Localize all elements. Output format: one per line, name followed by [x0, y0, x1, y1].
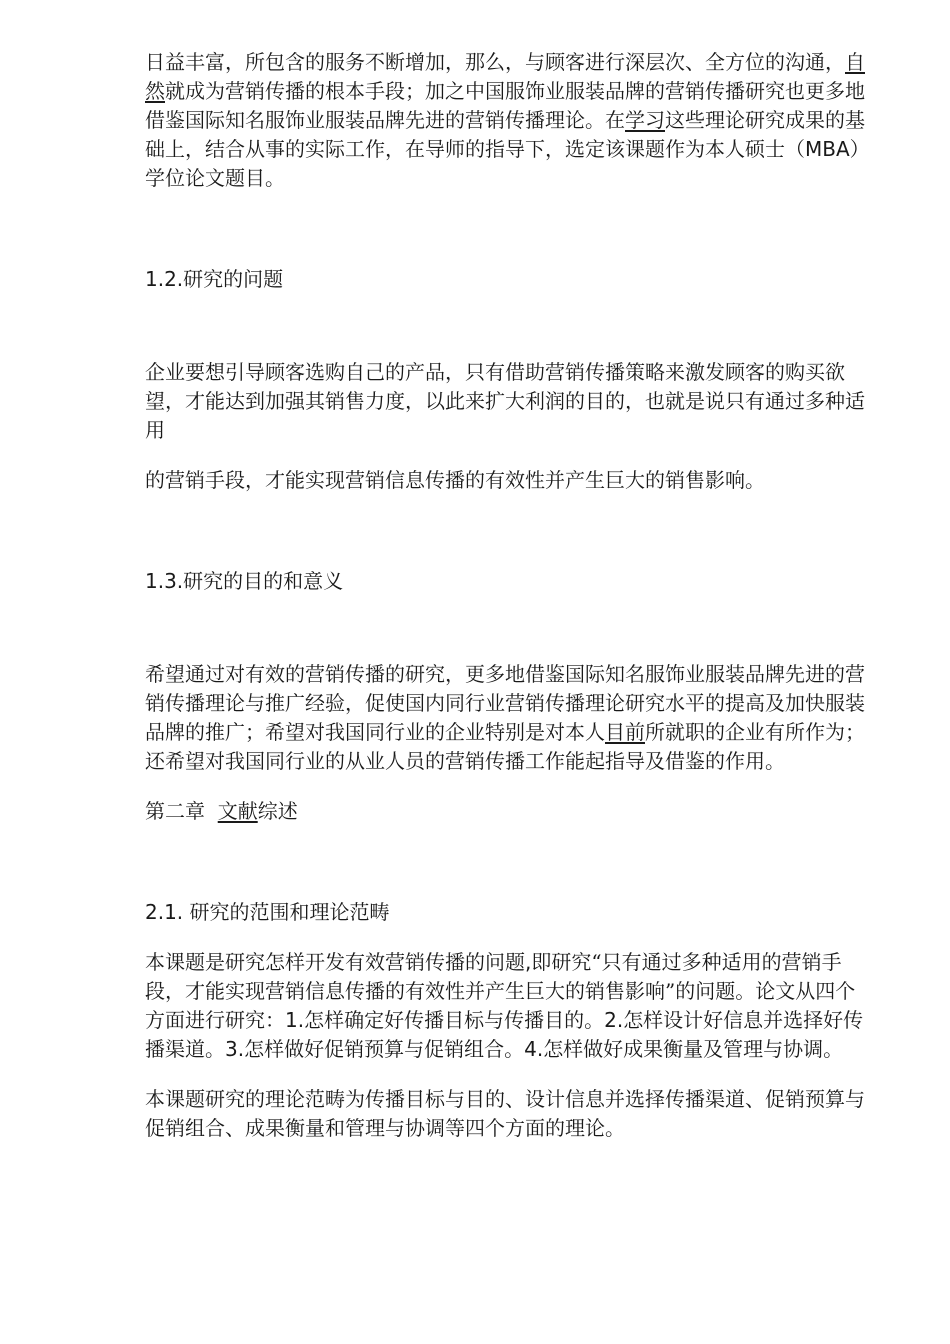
section-heading-1-2 [145, 265, 875, 294]
chapter-suffix: 综述 [257, 799, 298, 823]
item-number: 3. [225, 1037, 245, 1061]
item-text: 怎样做好成果衡量及管理与协调。 [543, 1037, 844, 1061]
item-text: 怎样设计好信息并选择好传播渠道。 [145, 1008, 864, 1061]
item-text: 怎样确定好传播目标与传播目的。 [304, 1008, 605, 1032]
section-2-1-paragraph-1 [145, 948, 875, 1064]
section-number: 1.2. [145, 267, 184, 291]
section-title: 研究的范围和理论范畴 [183, 900, 390, 924]
section-title: 研究的问题 [183, 267, 284, 291]
item-number: 4. [524, 1037, 544, 1061]
item-text: 怎样做好促销预算与促销组合。 [244, 1037, 525, 1061]
para-text: 即研究“只有通过多种适用的营销手段，才能实现营销信息传播的有效性并产生巨大的销售影响”的问题。论文从四个方面进行研究： [145, 950, 856, 1032]
section-heading-2-1 [145, 898, 875, 927]
intro-text-2: 就成为营销传播的根本手段；加之中国服饰业服装品牌的营销传播研究也更多地借鉴国际知名服饰业服装品牌先进的营销传播理论。在 [145, 79, 865, 132]
para-text: 本课题是研究怎样开发有效营销传播的问题 [145, 950, 525, 974]
chapter-2-heading [145, 797, 875, 826]
section-1-3-paragraph [145, 660, 875, 776]
section-1-3-text-2: 所就职的企业有所作为；还希望对我国同行业的从业人员的营销传播工作能起指导及借鉴的作用。 [145, 720, 865, 773]
item-number: 2. [604, 1008, 624, 1032]
intro-text-4: ）学位论文题目。 [145, 137, 870, 190]
intro-text-1: 日益丰富，所包含的服务不断增加，那么，与顾客进行深层次、全方位的沟通， [145, 50, 845, 74]
section-number: 1.3. [145, 569, 184, 593]
link-mu-qian[interactable]: 目前 [605, 720, 645, 744]
section-1-2-paragraph-2: 的营销手段，才能实现营销信息传播的有效性并产生巨大的销售影响。 [145, 468, 765, 492]
intro-mba: MBA [805, 137, 850, 161]
section-1-3-text-1: 希望通过对有效的营销传播的研究，更多地借鉴国际知名服饰业服装品牌先进的营销传播理论与推广经验，促使国内同行业营销传播理论研究水平的提高及加快服装品牌的推广；希望对我国同行业的企业特别是对本人 [145, 662, 865, 744]
item-number: 1. [285, 1008, 305, 1032]
para-comma: , [525, 950, 532, 974]
link-xue-xi[interactable]: 学习 [625, 108, 665, 132]
link-zi-ran[interactable]: 自然 [145, 50, 865, 103]
section-2-1-paragraph-2: 本课题研究的理论范畴为传播目标与目的、设计信息并选择传播渠道、促销预算与促销组合、成果衡量和管理与协调等四个方面的理论。 [145, 1087, 865, 1140]
link-wen-xian[interactable]: 文献 [217, 799, 258, 823]
intro-paragraph [145, 48, 875, 193]
section-1-2-paragraph-1: 企业要想引导顾客选购自己的产品，只有借助营销传播策略来激发顾客的购买欲望，才能达到加强其销售力度，以此来扩大利润的目的，也就是说只有通过多种适用 [145, 360, 865, 442]
document-page [145, 48, 875, 1143]
intro-text-3: 这些理论研究成果的基础上，结合从事的实际工作，在导师的指导下，选定该课题作为本人硕士（ [145, 108, 865, 161]
chapter-prefix: 第二章 [145, 799, 218, 823]
section-title: 研究的目的和意义 [183, 569, 344, 593]
section-number: 2.1. [145, 900, 184, 924]
section-heading-1-3 [145, 567, 875, 596]
